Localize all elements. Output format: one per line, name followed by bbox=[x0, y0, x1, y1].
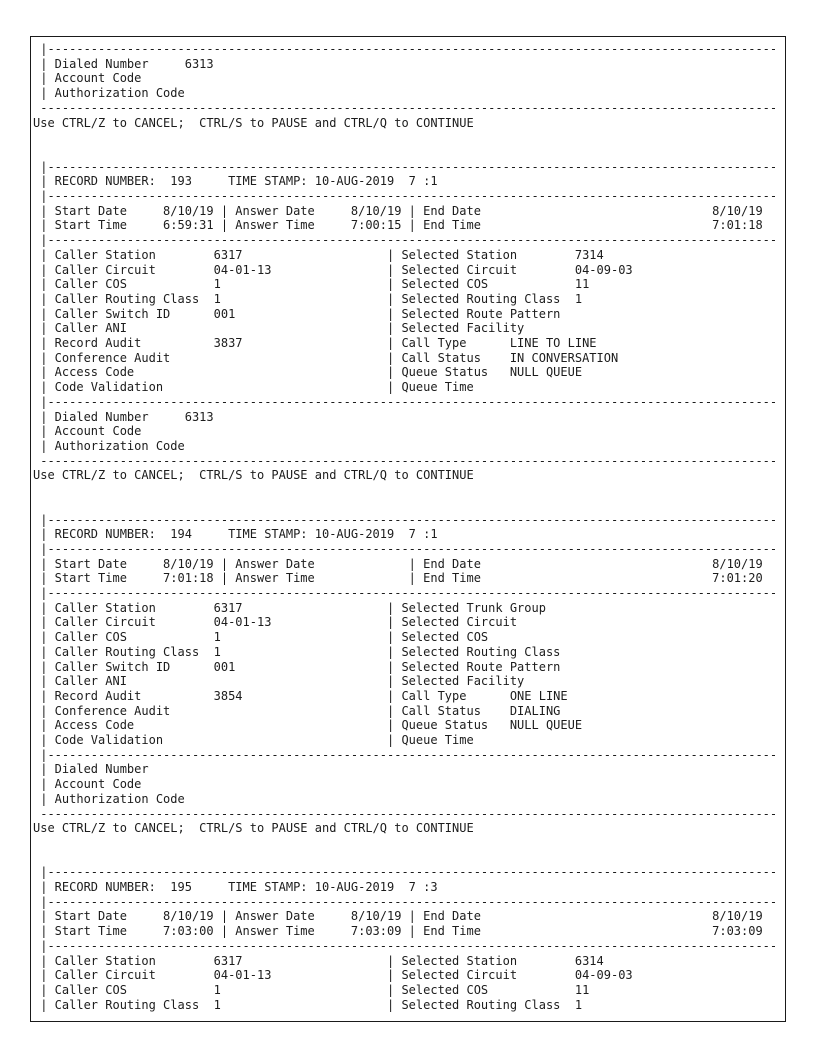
table-line: | Caller COS 1 | Selected COS 11 bbox=[33, 277, 590, 292]
call-record-report bbox=[33, 42, 783, 1012]
account-code-line: | Account Code bbox=[33, 71, 142, 86]
date-line: | Start Date 8/10/19 | Answer Date | End Date 8/10/19 bbox=[33, 556, 763, 571]
prompt-line: Use CTRL/Z to CANCEL; CTRL/S to PAUSE and CTRL/Q to CONTINUE bbox=[33, 115, 474, 130]
table-line: | Caller Station 6317 | Selected Trunk Group bbox=[33, 600, 546, 615]
table-line: | Access Code | Queue Status NULL QUEUE bbox=[33, 365, 583, 380]
prompt-line: Use CTRL/Z to CANCEL; CTRL/S to PAUSE and CTRL/Q to CONTINUE bbox=[33, 468, 474, 483]
separator-line: |----------------------------------------------------------------------------------------------------- bbox=[33, 189, 778, 204]
table-line: | Caller Circuit 04-01-13 | Selected Circuit 04-09-03 bbox=[33, 262, 633, 277]
table-line: | Code Validation | Queue Time bbox=[33, 733, 474, 748]
table-line: | Conference Audit | Call Status IN CONVERSATION bbox=[33, 350, 619, 365]
table-line: | Caller COS 1 | Selected COS 11 bbox=[33, 983, 590, 997]
table-line: | Code Validation | Queue Time bbox=[33, 380, 474, 395]
separator-line: |----------------------------------------------------------------------------------------------------- bbox=[33, 865, 778, 880]
date-line: | Start Date 8/10/19 | Answer Date 8/10/19 | End Date 8/10/19 bbox=[33, 909, 763, 924]
table-line: | Access Code | Queue Status NULL QUEUE bbox=[33, 718, 583, 733]
table-line: | Caller Circuit 04-01-13 | Selected Circuit 04-09-03 bbox=[33, 968, 633, 983]
blank-line bbox=[33, 145, 783, 160]
separator-line: |----------------------------------------------------------------------------------------------------- bbox=[33, 512, 778, 527]
dialed-number-line: | Dialed Number bbox=[33, 762, 149, 777]
table-line: | Caller Routing Class 1 | Selected Routing Class 1 bbox=[33, 997, 583, 1012]
account-code-line: | Account Code bbox=[33, 777, 142, 792]
blank-line bbox=[33, 836, 783, 851]
separator-line: |----------------------------------------------------------------------------------------------------- bbox=[33, 894, 778, 909]
table-line: | Caller Station 6317 | Selected Station 6314 bbox=[33, 953, 604, 968]
table-line: | Caller Switch ID 001 | Selected Route Pattern bbox=[33, 306, 561, 321]
time-line: | Start Time 7:03:00 | Answer Time 7:03:09 | End Time 7:03:09 bbox=[33, 924, 763, 939]
separator-line: |----------------------------------------------------------------------------------------------------- bbox=[33, 586, 778, 601]
separator-line: |----------------------------------------------------------------------------------------------------- bbox=[33, 233, 778, 248]
account-code-line: | Account Code bbox=[33, 424, 142, 439]
table-line: | Caller Switch ID 001 | Selected Route Pattern bbox=[33, 659, 561, 674]
table-line: | Record Audit 3837 | Call Type LINE TO LINE bbox=[33, 336, 597, 351]
authorization-code-line: | Authorization Code bbox=[33, 438, 185, 453]
authorization-code-line: | Authorization Code bbox=[33, 86, 185, 101]
table-line: | Caller Circuit 04-01-13 | Selected Circuit bbox=[33, 615, 518, 630]
table-line: | Caller Routing Class 1 | Selected Routing Class bbox=[33, 644, 561, 659]
table-line: | Caller Routing Class 1 | Selected Routing Class 1 bbox=[33, 291, 583, 306]
record-header-line: | RECORD NUMBER: 195 TIME STAMP: 10-AUG-2019 7 :3 bbox=[33, 880, 438, 895]
blank-line bbox=[33, 851, 783, 866]
separator-line: |----------------------------------------------------------------------------------------------------- bbox=[33, 541, 778, 556]
dialed-number-line: | Dialed Number 6313 bbox=[33, 409, 214, 424]
separator-line: |----------------------------------------------------------------------------------------------------- bbox=[33, 394, 778, 409]
table-line: | Caller ANI | Selected Facility bbox=[33, 674, 525, 689]
authorization-code-line: | Authorization Code bbox=[33, 791, 185, 806]
time-line: | Start Time 6:59:31 | Answer Time 7:00:15 | End Time 7:01:18 bbox=[33, 218, 763, 233]
dialed-number-line: | Dialed Number 6313 bbox=[33, 56, 214, 71]
blank-line bbox=[33, 483, 783, 498]
page-border bbox=[30, 36, 786, 1022]
time-line: | Start Time 7:01:18 | Answer Time | End Time 7:01:20 bbox=[33, 571, 763, 586]
table-line: | Caller ANI | Selected Facility bbox=[33, 321, 525, 336]
separator-line: |----------------------------------------------------------------------------------------------------- bbox=[33, 747, 778, 762]
separator-line: |----------------------------------------------------------------------------------------------------- bbox=[33, 159, 778, 174]
record-header-line: | RECORD NUMBER: 194 TIME STAMP: 10-AUG-2019 7 :1 bbox=[33, 527, 438, 542]
blank-line bbox=[33, 130, 783, 145]
prompt-line: Use CTRL/Z to CANCEL; CTRL/S to PAUSE and CTRL/Q to CONTINUE bbox=[33, 821, 474, 836]
table-line: | Conference Audit | Call Status DIALING bbox=[33, 703, 561, 718]
separator-line: ------------------------------------------------------------------------------------------------------ bbox=[33, 100, 778, 115]
table-line: | Caller Station 6317 | Selected Station 7314 bbox=[33, 247, 604, 262]
record-header-line: | RECORD NUMBER: 193 TIME STAMP: 10-AUG-2019 7 :1 bbox=[33, 174, 438, 189]
separator-line: ------------------------------------------------------------------------------------------------------ bbox=[33, 453, 778, 468]
table-line: | Record Audit 3854 | Call Type ONE LINE bbox=[33, 688, 568, 703]
date-line: | Start Date 8/10/19 | Answer Date 8/10/19 | End Date 8/10/19 bbox=[33, 203, 763, 218]
blank-line bbox=[33, 498, 783, 513]
table-line: | Caller COS 1 | Selected COS bbox=[33, 630, 489, 645]
separator-line: |----------------------------------------------------------------------------------------------------- bbox=[33, 938, 778, 953]
separator-line: ------------------------------------------------------------------------------------------------------ bbox=[33, 806, 778, 821]
separator-line: |----------------------------------------------------------------------------------------------------- bbox=[33, 42, 778, 56]
